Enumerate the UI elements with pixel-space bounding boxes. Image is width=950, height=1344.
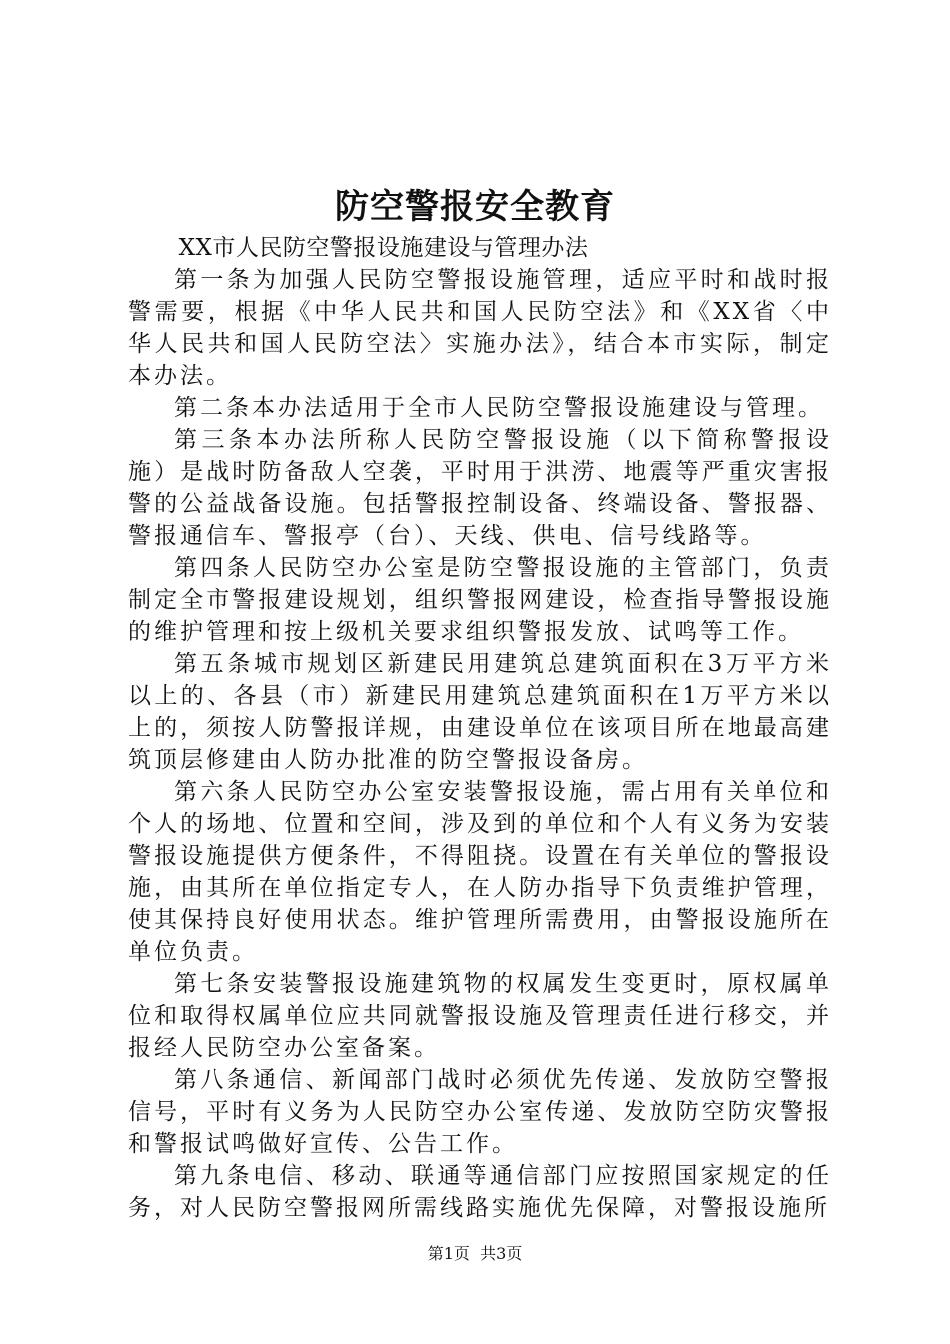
article-8: 第八条通信、新闻部门战时必须优先传递、发放防空警报信号，平时有义务为人民防空办公室传递、发放防空防灾警报和警报试鸣做好宣传、公告工作。 — [128, 1067, 832, 1157]
page-number: 第1页 — [427, 1244, 470, 1263]
footer-separator — [470, 1244, 480, 1263]
article-7: 第七条安装警报设施建筑物的权属发生变更时，原权属单位和取得权属单位应共同就警报设施及管理责任进行移交，并报经人民防空办公室备案。 — [128, 971, 832, 1061]
document-title: 防空警报安全教育 — [335, 187, 615, 227]
page-footer — [0, 1242, 950, 1266]
article-5: 第五条城市规划区新建民用建筑总建筑面积在3万平方米以上的、各县（市）新建民用建筑总建筑面积在1万平方米以上的，须按人防警报详规，由建设单位在该项目所在地最高建筑顶层修建由人防办批准的防空警报设备房。 — [128, 651, 832, 773]
article-4: 第四条人民防空办公室是防空警报设施的主管部门，负责制定全市警报建设规划，组织警报网建设，检查指导警报设施的维护管理和按上级机关要求组织警报发放、试鸣等工作。 — [128, 555, 832, 645]
page-total: 共3页 — [480, 1244, 523, 1263]
article-3: 第三条本办法所称人民防空警报设施（以下简称警报设施）是战时防备敌人空袭，平时用于洪涝、地震等严重灾害报警的公益战备设施。包括警报控制设备、终端设备、警报器、警报通信车、警报亭（台）、天线、供电、信号线路等。 — [128, 427, 832, 549]
article-6: 第六条人民防空办公室安装警报设施，需占用有关单位和个人的场地、位置和空间，涉及到的单位和个人有义务为安装警报设施提供方便条件，不得阻挠。设置在有关单位的警报设施，由其所在单位指定专人，在人防办指导下负责维护管理，使其保持良好使用状态。维护管理所需费用，由警报设施所在单位负责。 — [128, 779, 832, 965]
article-2: 第二条本办法适用于全市人民防空警报设施建设与管理。 — [174, 395, 824, 421]
document-body — [128, 232, 832, 1224]
article-1: 第一条为加强人民防空警报设施管理，适应平时和战时报警需要，根据《中华人民共和国人民防空法》和《XX省〈中华人民共和国人民防空法〉实施办法》，结合本市实际，制定本办法。 — [128, 267, 832, 389]
document-subtitle: XX市人民防空警报设施建设与管理办法 — [178, 235, 589, 261]
article-9: 第九条电信、移动、联通等通信部门应按照国家规定的任务，对人民防空警报网所需线路实施优先保障，对警报设施所 — [128, 1163, 832, 1221]
